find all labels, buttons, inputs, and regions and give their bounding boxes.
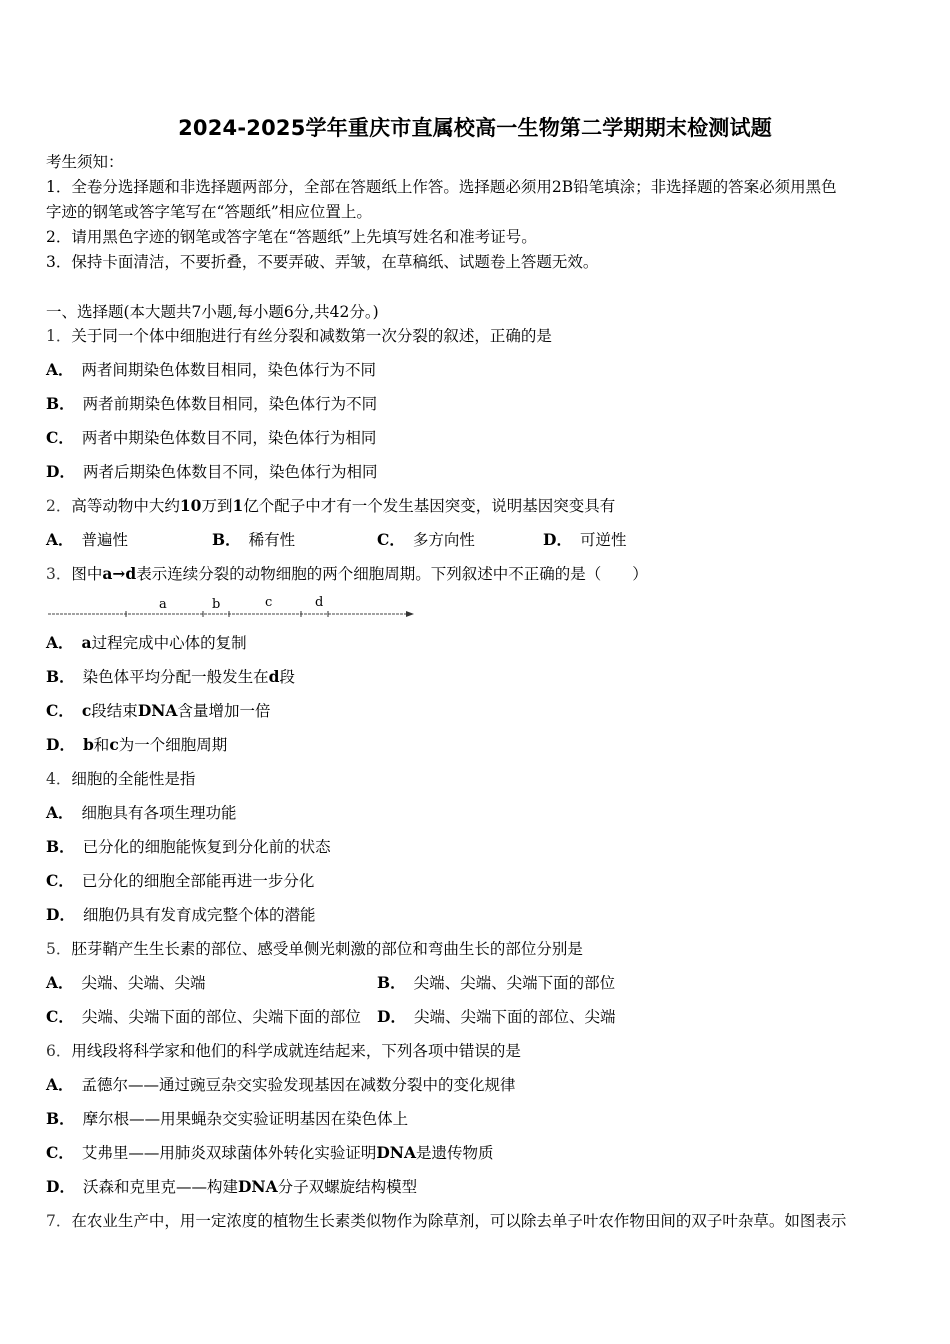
option-text: 尖端、尖端下面的部位、尖端 (413, 1008, 616, 1026)
option-key: d (268, 667, 280, 686)
notice-heading: 考生须知： (46, 153, 124, 171)
option-label: A． (46, 973, 74, 992)
stem-number: 10 (179, 496, 202, 515)
question-3 (46, 564, 648, 584)
option-d (46, 735, 227, 755)
option-c (46, 1007, 361, 1027)
option-label: A． (46, 1075, 74, 1094)
option-a (46, 633, 247, 653)
option-b (46, 837, 331, 857)
option-text: 尖端、尖端、尖端下面的部位 (413, 974, 616, 992)
option-label: B． (377, 973, 406, 992)
option-text: 分子双螺旋结构模型 (277, 1178, 418, 1196)
option-key: a (81, 633, 92, 652)
option-c (46, 1143, 494, 1163)
option-label: B． (46, 837, 75, 856)
option-label: D． (543, 530, 572, 549)
option-label: A． (46, 360, 74, 379)
notice-item: 1．全卷分选择题和非选择题两部分，全部在答题纸上作答。选择题必须用2B铅笔填涂；非选择题的答案必须用黑色 (46, 178, 837, 196)
option-label: C． (46, 871, 74, 890)
option-text: 段结束 (91, 702, 138, 720)
stem-number: 1 (232, 496, 244, 515)
option-text: 染色体平均分配一般发生在 (82, 668, 269, 686)
option-c (377, 530, 475, 550)
option-key: b (82, 735, 94, 754)
question-number: 4． (46, 770, 72, 788)
page-title: 2024-2025学年重庆市直属校高一生物第二学期期末检测试题 (178, 116, 772, 140)
question-stem: 细胞的全能性是指 (71, 770, 196, 788)
option-d (46, 462, 377, 482)
option-b (377, 973, 615, 993)
question-2 (46, 496, 615, 516)
option-label: A． (46, 803, 74, 822)
option-a (46, 1075, 516, 1095)
option-text: 稀有性 (248, 531, 296, 549)
option-text: 普遍性 (81, 531, 129, 549)
option-text: 已分化的细胞能恢复到分化前的状态 (82, 838, 331, 856)
option-label: B． (212, 530, 241, 549)
option-d (46, 905, 315, 925)
question-4 (46, 769, 195, 789)
question-number: 1． (46, 327, 72, 345)
question-stem: 胚芽鞘产生生长素的部位、感受单侧光刺激的部位和弯曲生长的部位分别是 (71, 940, 583, 958)
question-stem: 图中 (71, 565, 103, 583)
question-stem: 关于同一个体中细胞进行有丝分裂和减数第一次分裂的叙述，正确的是 (71, 327, 552, 345)
option-d (377, 1007, 615, 1027)
option-text: 已分化的细胞全部能再进一步分化 (81, 872, 315, 890)
question-stem: 用线段将科学家和他们的科学成就连结起来，下列各项中错误的是 (71, 1042, 521, 1060)
question-7 (46, 1211, 846, 1231)
option-label: A． (46, 530, 74, 549)
segment-label-b: b (212, 597, 221, 612)
option-label: B． (46, 667, 75, 686)
question-number: 5． (46, 940, 72, 958)
question-stem: 高等动物中大约 (71, 497, 180, 515)
question-number: 3． (46, 565, 72, 583)
option-a (46, 360, 376, 380)
question-number: 7． (46, 1212, 72, 1230)
option-text: 细胞仍具有发育成完整个体的潜能 (82, 906, 316, 924)
notice-item: 2．请用黑色字迹的钢笔或答字笔在“答题纸”上先填写姓名和准考证号。 (46, 228, 537, 246)
option-a (46, 973, 206, 993)
option-key: c (81, 701, 92, 720)
option-key: DNA (376, 1143, 416, 1162)
question-number: 6． (46, 1042, 72, 1060)
option-label: C． (46, 428, 74, 447)
cell-cycle-diagram (46, 592, 416, 626)
question-stem: 亿个配子中才有一个发生基因突变，说明基因突变具有 (243, 497, 616, 515)
option-key: DNA (237, 1177, 278, 1196)
option-text: 细胞具有各项生理功能 (81, 804, 237, 822)
option-text: 过程完成中心体的复制 (91, 634, 247, 652)
question-stem: 表示连续分裂的动物细胞的两个细胞周期。下列叙述中不正确的是（ ） (136, 565, 648, 583)
option-d (543, 530, 626, 550)
option-label: B． (46, 394, 75, 413)
option-c (46, 871, 314, 891)
option-b (46, 1109, 408, 1129)
segment-label-c: c (265, 595, 273, 610)
option-text: 和 (93, 736, 110, 754)
option-text: 两者后期染色体数目不同，染色体行为相同 (82, 463, 378, 481)
option-text: 两者前期染色体数目相同，染色体行为不同 (82, 395, 378, 413)
option-text: 沃森和克里克——构建 (82, 1178, 238, 1196)
option-text: 尖端、尖端下面的部位、尖端下面的部位 (81, 1008, 361, 1026)
option-label: C． (46, 701, 74, 720)
option-text: 是遗传物质 (416, 1144, 494, 1162)
option-label: D． (377, 1007, 406, 1026)
option-text: 两者中期染色体数目不同，染色体行为相同 (81, 429, 377, 447)
option-text: 摩尔根——用果蝇杂交实验证明基因在染色体上 (82, 1110, 409, 1128)
question-stem: 万到 (201, 497, 233, 515)
option-text: 为一个细胞周期 (118, 736, 228, 754)
question-5 (46, 939, 583, 959)
question-6 (46, 1041, 521, 1061)
option-text: 可逆性 (579, 531, 627, 549)
stem-range: a→d (102, 564, 137, 583)
option-label: D． (46, 735, 75, 754)
section-heading: 一、选择题(本大题共7小题,每小题6分,共42分。) (46, 303, 379, 321)
option-key: c (109, 735, 119, 754)
question-1 (46, 326, 552, 346)
option-label: C． (377, 530, 405, 549)
segment-label-d: d (315, 595, 324, 610)
option-text: 尖端、尖端、尖端 (81, 974, 206, 992)
option-label: A． (46, 633, 74, 652)
option-text: 孟德尔——通过豌豆杂交实验发现基因在减数分裂中的变化规律 (81, 1076, 516, 1094)
option-c (46, 428, 376, 448)
option-d (46, 1177, 417, 1197)
question-number: 2． (46, 497, 72, 515)
option-label: C． (46, 1007, 74, 1026)
segment-label-a: a (159, 597, 167, 612)
option-text: 多方向性 (412, 531, 475, 549)
option-a (46, 803, 237, 823)
option-key: DNA (137, 701, 178, 720)
option-text: 两者间期染色体数目相同，染色体行为不同 (81, 361, 377, 379)
option-text: 艾弗里——用肺炎双球菌体外转化实验证明 (81, 1144, 377, 1162)
option-label: C． (46, 1143, 74, 1162)
notice-item: 字迹的钢笔或答字笔写在“答题纸”相应位置上。 (46, 203, 372, 221)
option-label: D． (46, 462, 75, 481)
option-b (46, 394, 377, 414)
option-b (212, 530, 295, 550)
option-a (46, 530, 128, 550)
question-stem: 在农业生产中，用一定浓度的植物生长素类似物作为除草剂，可以除去单子叶农作物田间的双子叶杂草。如图表示 (71, 1212, 847, 1230)
option-label: D． (46, 905, 75, 924)
option-text: 含量增加一倍 (177, 702, 271, 720)
arrow-head-icon (406, 611, 414, 617)
option-label: D． (46, 1177, 75, 1196)
option-b (46, 667, 295, 687)
option-label: B． (46, 1109, 75, 1128)
option-c (46, 701, 270, 721)
option-text: 段 (279, 668, 295, 686)
notice-item: 3．保持卡面清洁，不要折叠，不要弄破、弄皱，在草稿纸、试题卷上答题无效。 (46, 253, 599, 271)
